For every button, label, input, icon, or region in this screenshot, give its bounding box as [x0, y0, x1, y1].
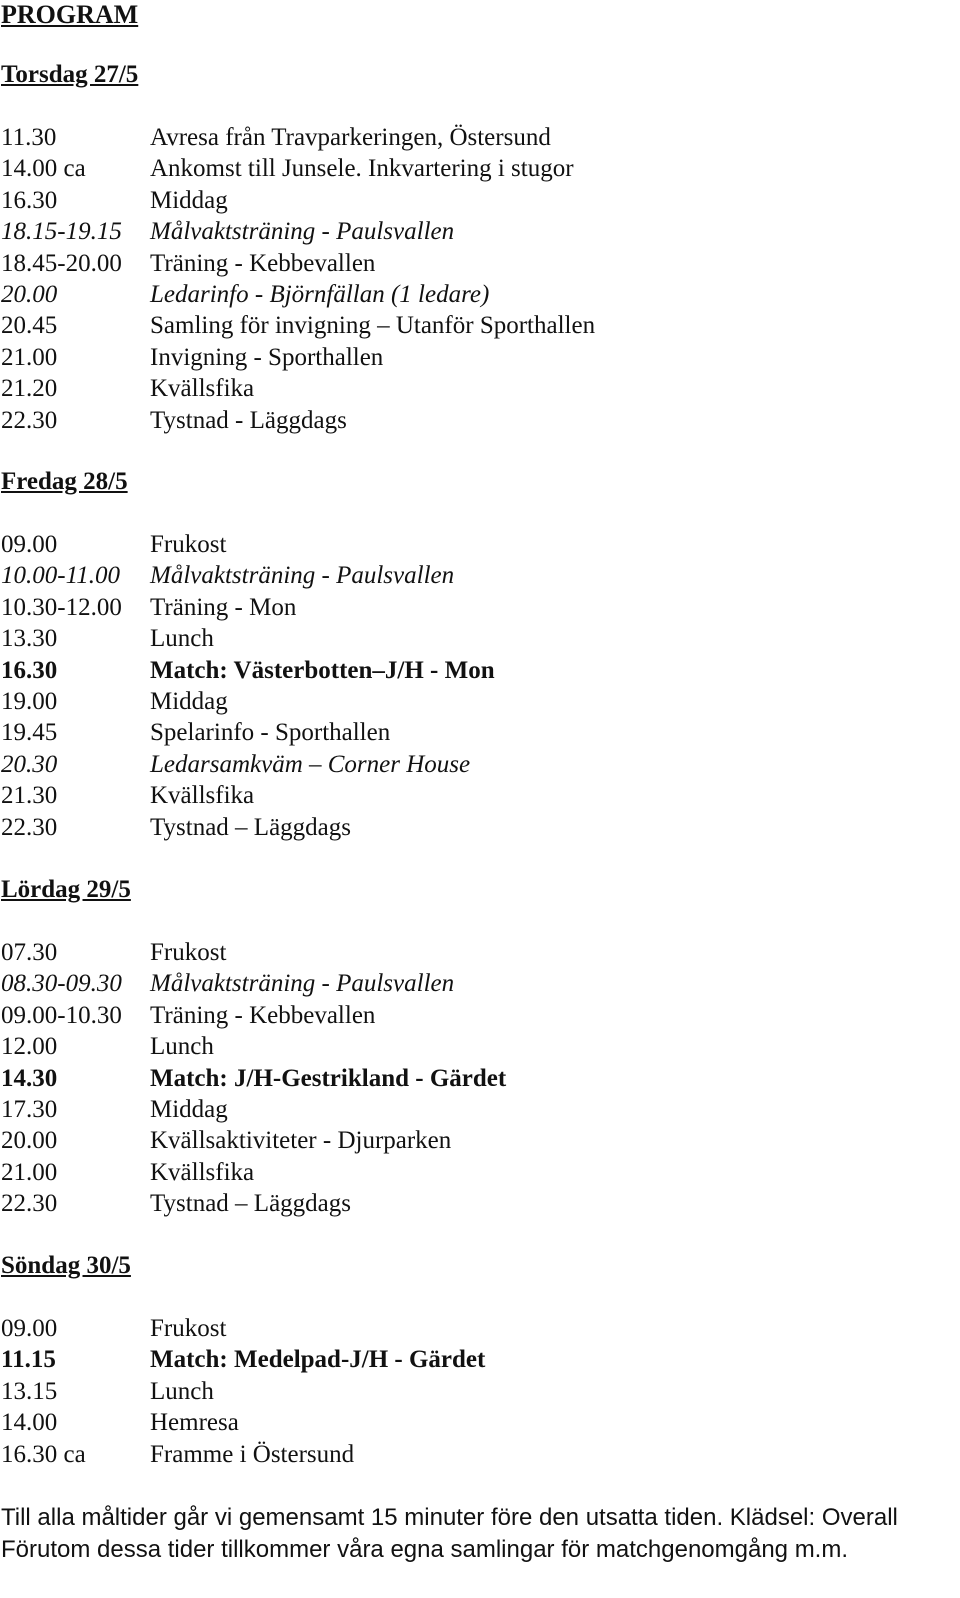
schedule-event: Kvällsfika — [150, 1158, 255, 1186]
schedule-row — [0, 153, 960, 185]
schedule-event: Målvaktsträning - Paulsvallen — [150, 218, 455, 246]
schedule-event: Lunch — [150, 625, 214, 653]
schedule-row — [0, 968, 960, 1000]
schedule-time: 20.00 — [1, 1127, 58, 1155]
schedule-row — [0, 780, 960, 812]
schedule-event: Ledarsamkväm – Corner House — [150, 750, 471, 778]
schedule-event: Kvällsfika — [150, 782, 255, 810]
schedule-time: 16.30 — [1, 186, 58, 214]
schedule-row — [0, 686, 960, 718]
schedule-time: 16.30 ca — [1, 1440, 86, 1468]
schedule-event: Målvaktsträning - Paulsvallen — [150, 562, 455, 590]
schedule-time: 20.45 — [1, 312, 58, 340]
schedule-event: Kvällsfika — [150, 375, 255, 403]
schedule-event: Lunch — [150, 1033, 214, 1061]
schedule-time: 22.30 — [1, 406, 58, 434]
schedule-time: 11.30 — [1, 124, 57, 151]
day-heading: Söndag 30/5 — [1, 1252, 131, 1279]
schedule-row — [0, 1157, 960, 1189]
schedule-time: 13.15 — [1, 1377, 58, 1405]
schedule-row — [0, 937, 960, 969]
schedule-time: 19.00 — [1, 688, 58, 715]
schedule-event: Match: Medelpad-J/H - Gärdet — [150, 1346, 486, 1374]
day-heading: Fredag 28/5 — [1, 468, 128, 495]
schedule-time: 08.30-09.30 — [1, 970, 122, 998]
schedule-time: 17.30 — [1, 1096, 58, 1123]
schedule-time: 14.00 — [1, 1409, 58, 1437]
schedule-row — [0, 1094, 960, 1126]
schedule-row — [0, 812, 960, 844]
schedule-event: Frukost — [150, 531, 227, 558]
schedule-event: Ledarinfo - Björnfällan (1 ledare) — [150, 281, 490, 308]
schedule-event: Frukost — [150, 939, 227, 966]
schedule-time: 21.20 — [1, 375, 58, 403]
schedule-row — [0, 1125, 960, 1157]
schedule-time: 21.00 — [1, 343, 58, 371]
schedule-time: 21.00 — [1, 1158, 58, 1186]
schedule-event: Träning - Kebbevallen — [150, 249, 376, 277]
page-title: PROGRAM — [1, 0, 139, 29]
schedule-row — [0, 1313, 960, 1345]
schedule-time: 11.15 — [1, 1346, 56, 1374]
schedule-event: Hemresa — [150, 1409, 239, 1437]
schedule-event: Ankomst till Junsele. Inkvartering i stugor — [150, 155, 574, 183]
schedule-row — [0, 373, 960, 405]
schedule-event: Tystnad – Läggdags — [150, 813, 351, 841]
schedule-row — [0, 310, 960, 342]
schedule-event: Avresa från Travparkeringen, Östersund — [150, 124, 551, 151]
schedule-time: 20.30 — [1, 750, 58, 778]
schedule-row — [0, 1000, 960, 1032]
schedule-row — [0, 216, 960, 248]
schedule-time: 14.00 ca — [1, 155, 86, 183]
schedule-event: Invigning - Sporthallen — [150, 343, 384, 371]
schedule-row — [0, 122, 960, 154]
schedule-event: Middag — [150, 688, 228, 715]
schedule-event: Lunch — [150, 1377, 214, 1405]
schedule-event: Samling för invigning – Utanför Sporthallen — [150, 312, 596, 340]
schedule-time: 18.45-20.00 — [1, 249, 122, 277]
schedule-row — [0, 592, 960, 624]
schedule-time: 14.30 — [1, 1064, 58, 1092]
schedule-event: Frukost — [150, 1315, 227, 1342]
schedule-row — [0, 623, 960, 655]
schedule-row — [0, 1188, 960, 1220]
schedule-event: Framme i Östersund — [150, 1440, 355, 1468]
schedule-event: Match: J/H-Gestrikland - Gärdet — [150, 1064, 507, 1092]
schedule-row — [0, 248, 960, 280]
schedule-time: 22.30 — [1, 1190, 58, 1218]
schedule-row — [0, 1376, 960, 1408]
schedule-time: 20.00 — [1, 281, 58, 308]
schedule-event: Match: Västerbotten–J/H - Mon — [150, 656, 495, 684]
schedule-event: Träning - Kebbevallen — [150, 1001, 376, 1029]
schedule-time: 10.30-12.00 — [1, 593, 122, 621]
schedule-row — [0, 1439, 960, 1471]
schedule-time: 22.30 — [1, 813, 58, 841]
schedule-row — [0, 655, 960, 687]
schedule-time: 16.30 — [1, 656, 58, 684]
schedule-time: 09.00 — [1, 531, 58, 558]
schedule-event: Spelarinfo - Sporthallen — [150, 719, 391, 747]
schedule-time: 13.30 — [1, 625, 58, 653]
schedule-row — [0, 342, 960, 374]
schedule-row — [0, 1407, 960, 1439]
schedule-row — [0, 1063, 960, 1095]
schedule-time: 09.00-10.30 — [1, 1001, 122, 1029]
schedule-row — [0, 717, 960, 749]
schedule-row — [0, 1031, 960, 1063]
schedule-row — [0, 560, 960, 592]
schedule-row — [0, 405, 960, 437]
day-heading: Lördag 29/5 — [1, 876, 131, 903]
schedule-event: Middag — [150, 1096, 228, 1123]
schedule-time: 07.30 — [1, 939, 58, 966]
schedule-time: 19.45 — [1, 719, 58, 747]
footer-note: Förutom dessa tider tillkommer våra egna samlingar för matchgenomgång m.m. — [1, 1536, 849, 1563]
schedule-event: Kvällsaktiviteter - Djurparken — [150, 1127, 452, 1155]
schedule-event: Tystnad - Läggdags — [150, 406, 347, 434]
schedule-time: 10.00-11.00 — [1, 562, 120, 590]
schedule-row — [0, 185, 960, 217]
schedule-event: Träning - Mon — [150, 593, 297, 621]
schedule-event: Målvaktsträning - Paulsvallen — [150, 970, 455, 998]
day-heading: Torsdag 27/5 — [1, 61, 139, 88]
schedule-row — [0, 1344, 960, 1376]
schedule-event: Middag — [150, 186, 228, 214]
schedule-event: Tystnad – Läggdags — [150, 1190, 351, 1218]
schedule-time: 21.30 — [1, 782, 58, 810]
footer-note: Till alla måltider går vi gemensamt 15 minuter före den utsatta tiden. Klädsel: Overall — [1, 1504, 898, 1531]
schedule-time: 12.00 — [1, 1033, 58, 1061]
schedule-row — [0, 279, 960, 311]
schedule-row — [0, 529, 960, 561]
schedule-time: 09.00 — [1, 1315, 58, 1342]
schedule-time: 18.15-19.15 — [1, 218, 122, 246]
schedule-row — [0, 749, 960, 781]
